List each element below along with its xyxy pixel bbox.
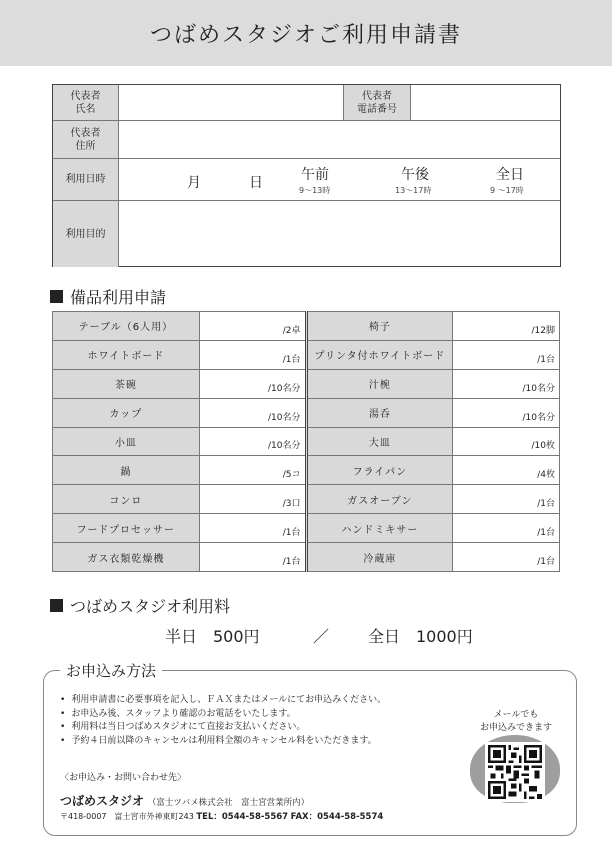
equipment-name-cell: 椅子 (306, 312, 453, 341)
application-form (52, 84, 561, 267)
fee-full-day: 全日 1000円 (368, 627, 473, 646)
equipment-name-cell: ハンドミキサー (306, 514, 453, 543)
day-label: 日 (249, 175, 263, 191)
equipment-qty-cell[interactable]: /10名分 (453, 369, 560, 398)
equipment-qty-cell[interactable]: /10枚 (453, 427, 560, 456)
equipment-name-cell: プリンタ付ホワイトボード (306, 340, 453, 369)
equipment-name-cell: ホワイトボード (53, 340, 200, 369)
apply-bullets (60, 694, 386, 748)
table-row (53, 514, 560, 543)
list-item: • 利用料は当日つばめスタジオにて直接お支払いください。 (60, 721, 386, 735)
equipment-name-cell: ガスオーブン (306, 485, 453, 514)
pm-option[interactable]: 午後 (401, 167, 429, 183)
equipment-name-cell: 小皿 (53, 427, 200, 456)
table-row (53, 456, 560, 485)
list-item: • お申込み後、スタッフより確認のお電話をいたします。 (60, 708, 386, 722)
table-row (53, 543, 560, 572)
equipment-name-cell: コンロ (53, 485, 200, 514)
company-name: つばめスタジオ (60, 794, 145, 808)
equipment-qty-cell[interactable]: /4枚 (453, 456, 560, 485)
label-usage-datetime: 利用日時 (53, 159, 119, 200)
representative-name-field[interactable] (119, 85, 343, 120)
am-option[interactable]: 午前 (301, 167, 329, 183)
table-row (53, 427, 560, 456)
qr-note: メールでも お申込みできます (479, 710, 552, 733)
label-representative-phone: 代表者 電話番号 (343, 85, 411, 120)
equipment-name-cell: フライパン (306, 456, 453, 485)
form-row-datetime (53, 159, 560, 201)
fax-number: FAX：0544-58-5574 (290, 812, 384, 822)
equipment-qty-cell[interactable]: /10名分 (199, 369, 306, 398)
equipment-qty-cell[interactable]: /1台 (453, 340, 560, 369)
equipment-qty-cell[interactable]: /3口 (199, 485, 306, 514)
equipment-qty-cell[interactable]: /2卓 (199, 312, 306, 341)
equipment-qty-cell[interactable]: /1台 (453, 514, 560, 543)
equipment-name-cell: 湯呑 (306, 398, 453, 427)
tel-number: TEL：0544-58-5567 (196, 812, 289, 822)
form-row-address (53, 121, 560, 159)
equipment-name-cell: 冷蔵庫 (306, 543, 453, 572)
table-row (53, 312, 560, 341)
pm-hours: 13～17時 (395, 186, 432, 195)
equipment-qty-cell[interactable]: /1台 (453, 543, 560, 572)
equipment-name-cell: テーブル（6人用） (53, 312, 200, 341)
table-row (53, 340, 560, 369)
form-row-purpose (53, 201, 560, 267)
equipment-qty-cell[interactable]: /12脚 (453, 312, 560, 341)
label-representative-address: 代表者 住所 (53, 121, 119, 158)
am-hours: 9～13時 (299, 186, 331, 195)
address: 〒418-0007 富士宮市外神東町243 (60, 812, 194, 821)
equipment-heading: 備品利用申請 (50, 285, 166, 308)
equipment-table (52, 311, 560, 572)
equipment-name-cell: 茶碗 (53, 369, 200, 398)
label-representative-name: 代表者 氏名 (53, 85, 119, 120)
equipment-name-cell: フードプロセッサー (53, 514, 200, 543)
apply-title: お申込み方法 (60, 660, 162, 681)
contact-heading: 〈お申込み・お問い合わせ先〉 (60, 773, 187, 783)
equipment-name-cell: 汁椀 (306, 369, 453, 398)
square-bullet-icon (50, 290, 63, 303)
equipment-qty-cell[interactable]: /1台 (199, 543, 306, 572)
representative-phone-field[interactable] (411, 85, 561, 120)
equipment-name-cell: 大皿 (306, 427, 453, 456)
qr-code-icon[interactable] (485, 742, 545, 802)
list-item: • 利用申請書に必要事項を記入し、ＦＡＸまたはメールにてお申込みください。 (60, 694, 386, 708)
table-row (53, 369, 560, 398)
company-sub: （富士ツバメ株式会社 富士宮営業所内） (147, 798, 310, 808)
equipment-qty-cell[interactable]: /5コ (199, 456, 306, 485)
equipment-name-cell: 鍋 (53, 456, 200, 485)
equipment-qty-cell[interactable]: /10名分 (453, 398, 560, 427)
table-row (53, 398, 560, 427)
equipment-qty-cell[interactable]: /1台 (199, 340, 306, 369)
equipment-qty-cell[interactable]: /10名分 (199, 427, 306, 456)
purpose-field[interactable] (119, 201, 561, 267)
allday-hours: 9 ～17時 (490, 186, 524, 195)
representative-address-field[interactable] (119, 121, 561, 158)
equipment-name-cell: ガス衣類乾燥機 (53, 543, 200, 572)
equipment-name-cell: カップ (53, 398, 200, 427)
month-label: 月 (187, 175, 201, 191)
equipment-qty-cell[interactable]: /10名分 (199, 398, 306, 427)
label-purpose: 利用目的 (53, 201, 119, 267)
fee-heading: つばめスタジオ利用料 (50, 594, 230, 617)
address-line (60, 810, 383, 822)
list-item: • 予約４日前以降のキャンセルは利用料全額のキャンセル料をいただきます。 (60, 735, 386, 749)
fee-separator: ／ (313, 627, 330, 646)
form-row-representative (53, 85, 560, 121)
fee-half-day: 半日 500円 (165, 627, 260, 646)
company-info (60, 792, 309, 809)
table-row (53, 485, 560, 514)
square-bullet-icon (50, 599, 63, 612)
equipment-qty-cell[interactable]: /1台 (453, 485, 560, 514)
equipment-qty-cell[interactable]: /1台 (199, 514, 306, 543)
page-title: つばめスタジオご利用申請書 (149, 22, 462, 48)
title-bar (0, 0, 612, 66)
allday-option[interactable]: 全日 (496, 167, 524, 183)
